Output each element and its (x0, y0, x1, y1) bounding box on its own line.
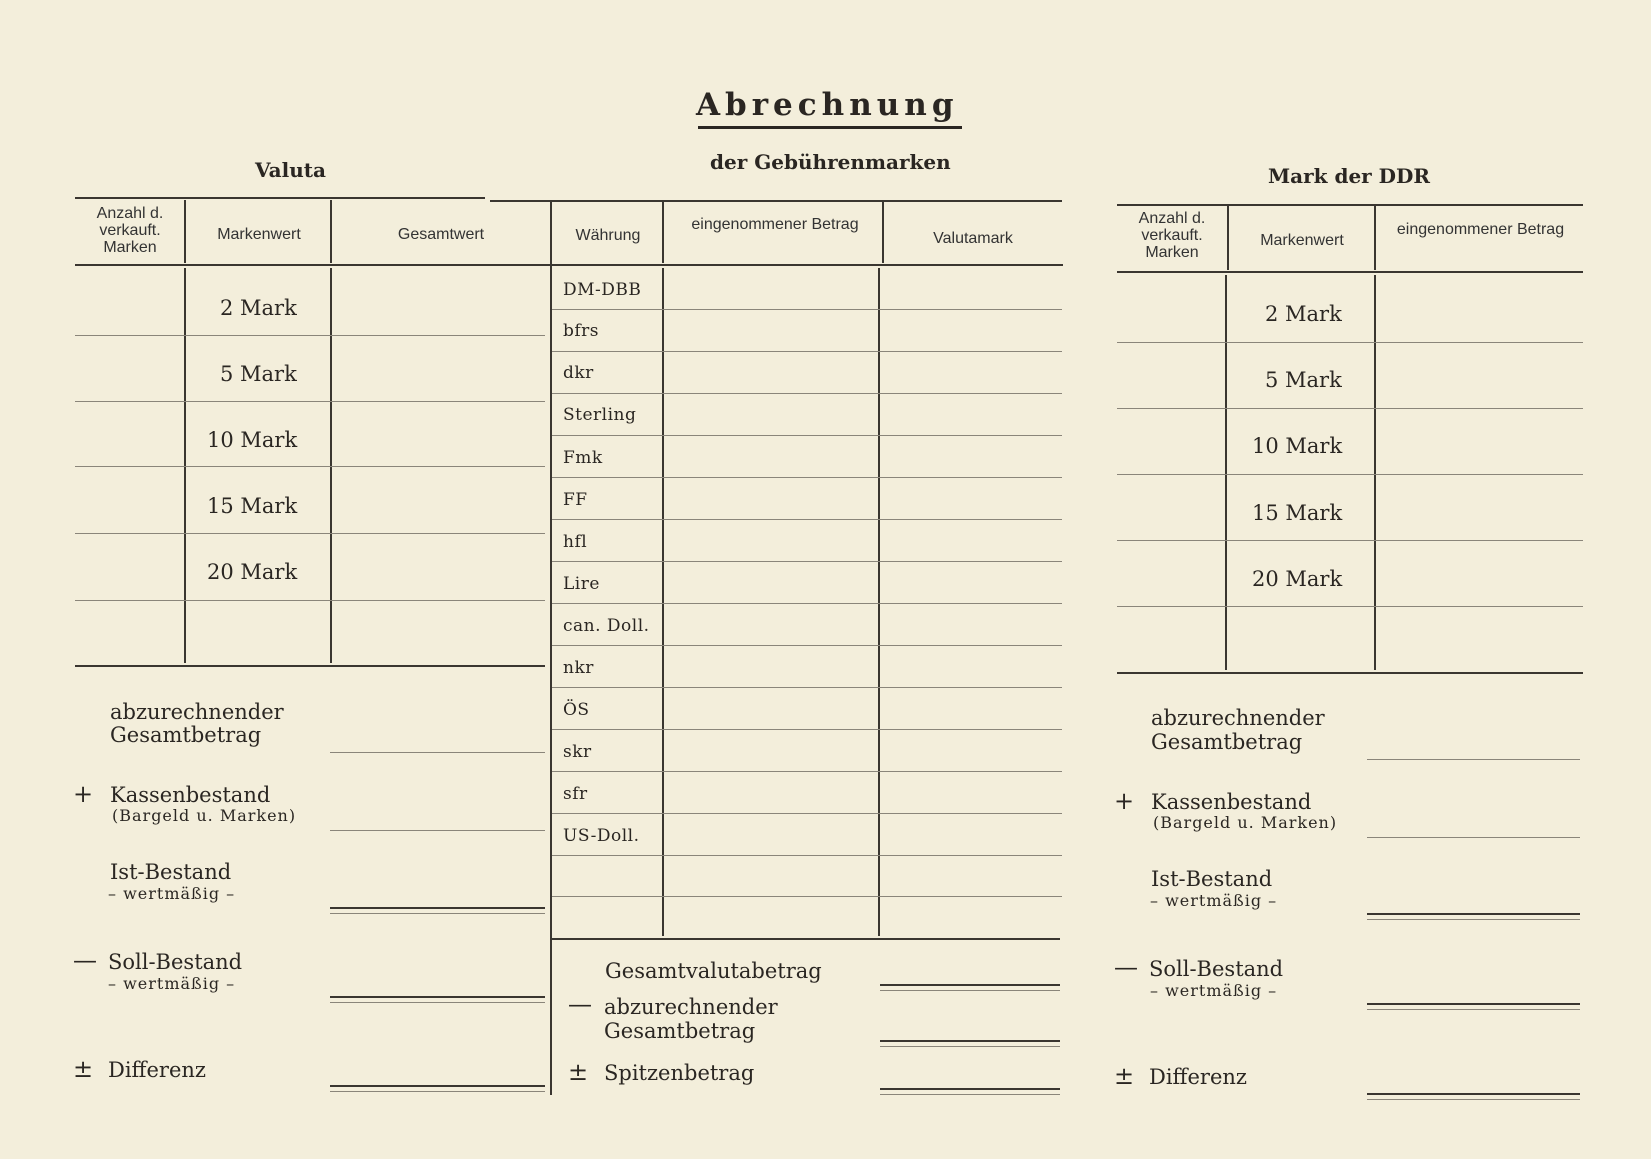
ddr-value-cell: 10 Mark (1252, 434, 1343, 458)
currency-remainder-line (880, 1088, 1060, 1090)
ddr-row-rule (1117, 408, 1583, 409)
valuta-header-count: Anzahl d. verkauft. Marken (96, 205, 164, 256)
valuta-target-note: – wertmäßig – (108, 974, 236, 993)
currency-total-label-2: Gesamtbetrag (604, 1019, 756, 1043)
ddr-row-rule (1117, 474, 1583, 475)
currency-cell: Sterling (563, 405, 637, 425)
currency-row-rule (552, 645, 1062, 646)
valuta-difference-line-2 (330, 1091, 545, 1092)
currency-cell: nkr (563, 658, 594, 678)
ddr-cash-label: Kassenbestand (1151, 790, 1312, 814)
valuta-cash-note: (Bargeld u. Marken) (112, 806, 297, 825)
currency-row-rule (552, 477, 1062, 478)
ddr-difference-label: Differenz (1149, 1065, 1247, 1089)
ddr-header-received: eingenommener Betrag (1396, 221, 1565, 238)
currency-cell: dkr (563, 363, 594, 383)
ddr-value-cell: 15 Mark (1252, 501, 1343, 525)
valuta-row-rule (75, 600, 545, 601)
ddr-row-rule (1117, 342, 1583, 343)
currency-row-rule (552, 729, 1062, 730)
currency-header-valutamark: Valutamark (933, 230, 1013, 247)
ddr-difference-line (1367, 1093, 1580, 1095)
currency-cell: Lire (563, 574, 600, 594)
currency-total-line-2 (880, 1046, 1060, 1047)
currency-cell: DM-DBB (563, 280, 642, 300)
ddr-actual-line-2 (1367, 919, 1580, 920)
ddr-cash-line (1367, 837, 1580, 838)
valuta-target-label: Soll-Bestand (108, 950, 243, 974)
plusminus-sign: ± (73, 1055, 94, 1083)
valuta-top-rule (75, 197, 485, 199)
currency-cell: bfrs (563, 321, 600, 341)
valuta-row-rule (75, 466, 545, 467)
currency-header-received: eingenommener Betrag (691, 216, 859, 233)
valuta-value-cell: 2 Mark (220, 296, 297, 320)
ddr-cash-note: (Bargeld u. Marken) (1153, 813, 1338, 832)
currency-divider (882, 200, 884, 263)
ddr-divider (1227, 206, 1229, 270)
ddr-actual-line (1367, 913, 1580, 915)
valuta-value-cell: 5 Mark (220, 362, 297, 386)
valuta-value-cell: 10 Mark (207, 428, 298, 452)
currency-header-currency: Währung (575, 227, 641, 244)
currency-cell: ÖS (563, 700, 590, 720)
header-bottom-rule (75, 264, 1063, 266)
plus-sign: + (1114, 787, 1135, 815)
valuta-difference-label: Differenz (108, 1058, 206, 1082)
currency-remainder-label: Spitzenbetrag (604, 1061, 755, 1085)
currency-top-rule (490, 200, 1062, 202)
ddr-row-rule (1117, 606, 1583, 607)
currency-total-valuta-line-2 (880, 990, 1060, 991)
currency-row-rule (552, 435, 1062, 436)
valuta-divider (330, 200, 332, 263)
currency-row-rule (552, 855, 1062, 856)
currency-cell: can. Doll. (563, 616, 650, 636)
valuta-table-bottom-rule (75, 665, 545, 667)
currency-total-valuta-line (880, 984, 1060, 986)
currency-row-rule (552, 393, 1062, 394)
currency-divider (878, 268, 880, 936)
valuta-row-rule (75, 401, 545, 402)
plus-sign: + (73, 780, 94, 808)
currency-cell: FF (563, 490, 588, 510)
ddr-table-bottom-rule (1117, 672, 1583, 674)
currency-total-label: abzurechnender (604, 995, 778, 1019)
valuta-header-total: Gesamtwert (397, 226, 485, 243)
valuta-value-cell: 20 Mark (207, 560, 298, 584)
valuta-value-cell: 15 Mark (207, 494, 298, 518)
currency-cell: Fmk (563, 448, 603, 468)
ddr-target-line (1367, 1003, 1580, 1005)
ddr-header-value: Markenwert (1260, 232, 1344, 249)
currency-row-rule (552, 519, 1062, 520)
valuta-total-label: abzurechnender (110, 700, 284, 724)
ddr-difference-line-2 (1367, 1099, 1580, 1100)
currency-cell: sfr (563, 784, 588, 804)
currency-cell: skr (563, 742, 592, 762)
currency-total-line (880, 1040, 1060, 1042)
ddr-total-label-2: Gesamtbetrag (1151, 730, 1303, 754)
valuta-row-rule (75, 335, 545, 336)
valuta-total-label-2: Gesamtbetrag (110, 723, 262, 747)
currency-row-rule (552, 687, 1062, 688)
currency-total-valuta-label: Gesamtvalutabetrag (605, 959, 822, 983)
plusminus-sign: ± (568, 1058, 589, 1086)
currency-row-rule (552, 813, 1062, 814)
ddr-actual-note: – wertmäßig – (1150, 891, 1278, 910)
currency-row-rule (552, 309, 1062, 310)
valuta-actual-note: – wertmäßig – (108, 884, 236, 903)
currency-cell: US-Doll. (563, 826, 640, 846)
ddr-value-cell: 5 Mark (1265, 368, 1342, 392)
ddr-heading: Mark der DDR (1268, 164, 1430, 188)
minus-sign: — (568, 990, 592, 1018)
minus-sign: — (73, 946, 97, 974)
currency-remainder-line-2 (880, 1094, 1060, 1095)
ddr-divider (1225, 275, 1227, 670)
valuta-target-line-2 (330, 1002, 545, 1003)
currency-left-border (550, 200, 552, 1095)
form-title: Abrechnung (696, 87, 959, 123)
valuta-row-rule (75, 533, 545, 534)
ddr-total-label: abzurechnender (1151, 706, 1325, 730)
valuta-header-value: Markenwert (217, 226, 301, 243)
valuta-total-line (330, 752, 545, 753)
currency-row-rule (552, 561, 1062, 562)
ddr-target-label: Soll-Bestand (1149, 957, 1284, 981)
ddr-total-line (1367, 759, 1580, 760)
minus-sign: — (1114, 953, 1138, 981)
valuta-target-line (330, 996, 545, 998)
ddr-divider (1374, 206, 1376, 270)
ddr-top-rule (1117, 204, 1583, 206)
ddr-row-rule (1117, 540, 1583, 541)
currency-divider (662, 200, 664, 263)
valuta-cash-line (330, 830, 545, 831)
currency-row-rule (552, 896, 1062, 897)
ddr-value-cell: 2 Mark (1265, 302, 1342, 326)
currency-divider (662, 268, 664, 936)
form-subtitle: der Gebührenmarken (710, 150, 951, 174)
ddr-target-line-2 (1367, 1009, 1580, 1010)
valuta-difference-line (330, 1085, 545, 1087)
valuta-cash-label: Kassenbestand (110, 783, 271, 807)
valuta-actual-line-2 (330, 913, 545, 914)
currency-row-rule (552, 771, 1062, 772)
currency-row-rule (552, 603, 1062, 604)
ddr-header-bottom-rule (1117, 271, 1583, 273)
ddr-divider (1374, 275, 1376, 670)
currency-cell: hfl (563, 532, 588, 552)
plusminus-sign: ± (1114, 1062, 1135, 1090)
valuta-heading: Valuta (255, 158, 326, 182)
currency-table-bottom-rule (552, 938, 1060, 940)
valuta-actual-label: Ist-Bestand (110, 860, 232, 884)
title-underline (698, 126, 962, 129)
ddr-actual-label: Ist-Bestand (1151, 867, 1273, 891)
ddr-header-count: Anzahl d. verkauft. Marken (1138, 210, 1206, 261)
valuta-actual-line (330, 907, 545, 909)
currency-row-rule (552, 351, 1062, 352)
valuta-divider (184, 200, 186, 263)
ddr-value-cell: 20 Mark (1252, 567, 1343, 591)
ddr-target-note: – wertmäßig – (1150, 981, 1278, 1000)
